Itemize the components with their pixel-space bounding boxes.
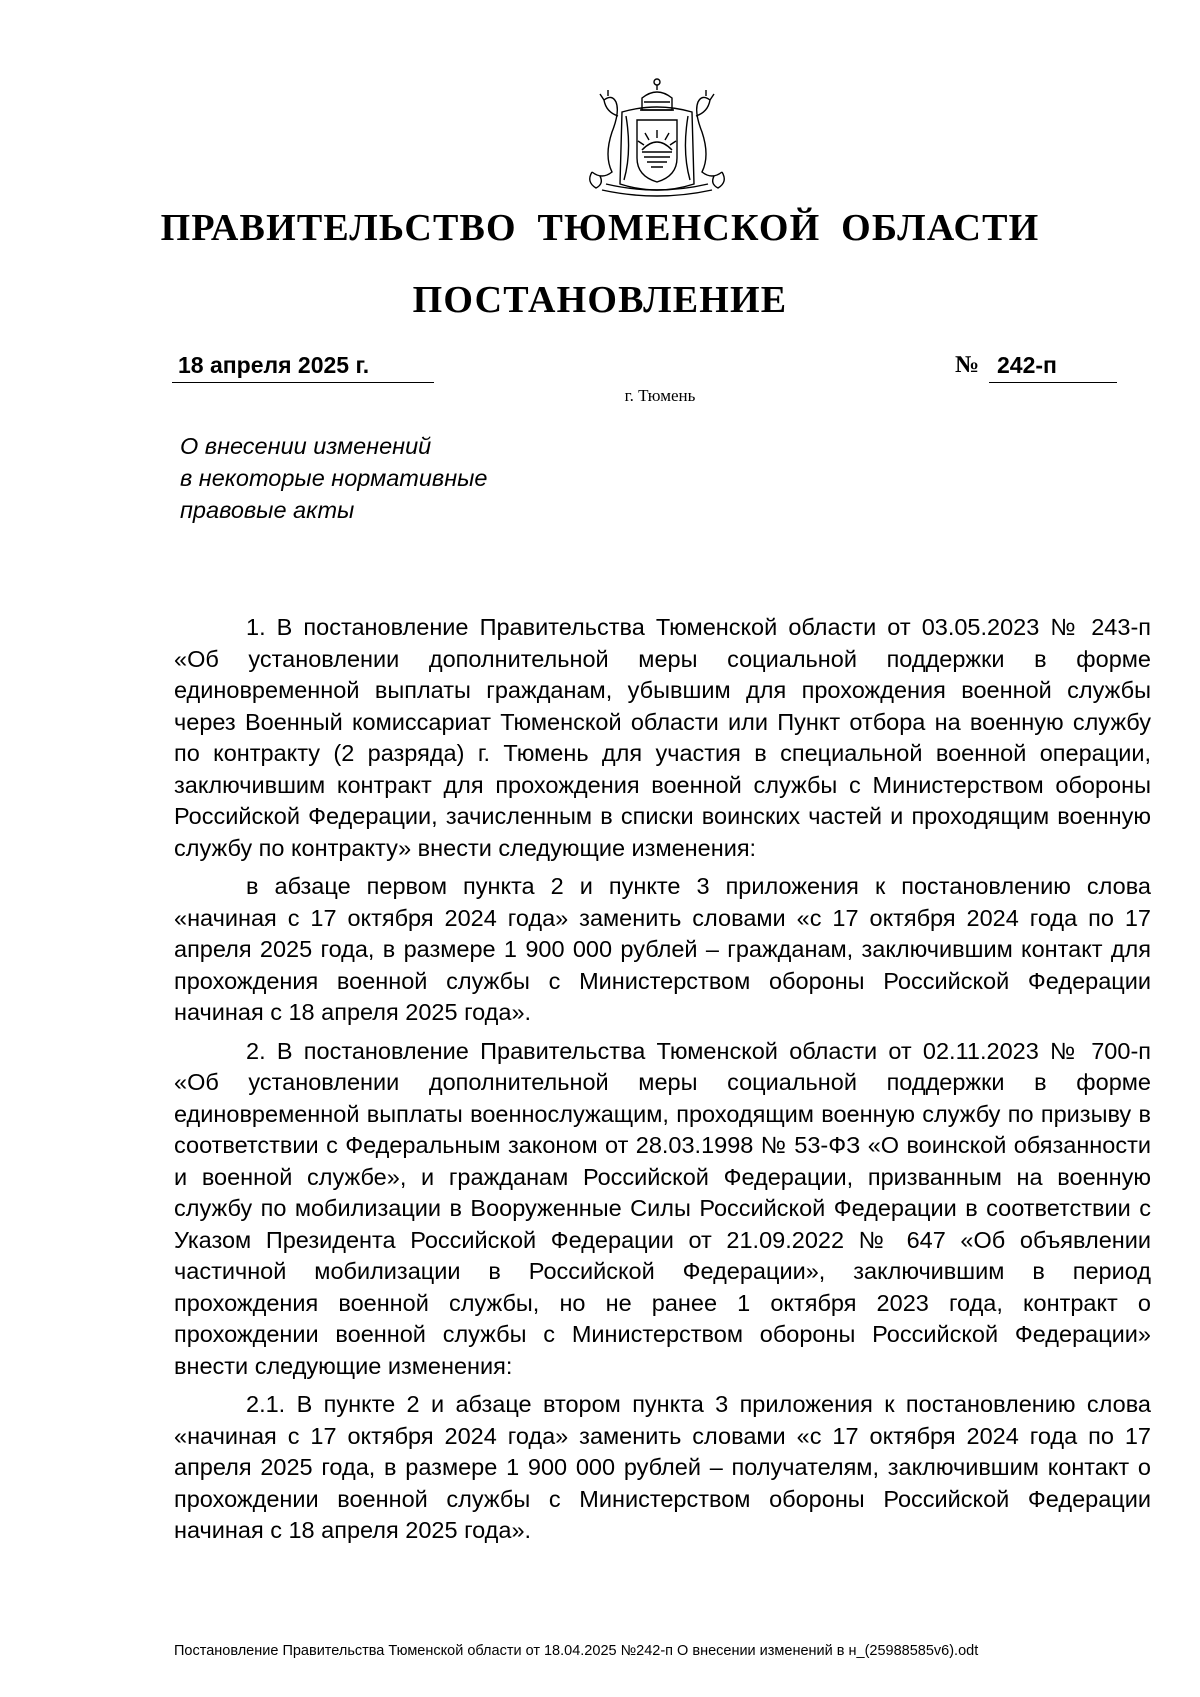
subject-line: О внесении изменений — [180, 433, 432, 459]
document-number: 242-п — [997, 352, 1057, 378]
date-field — [172, 352, 434, 383]
organization-title: ПРАВИТЕЛЬСТВО ТЮМЕНСКОЙ ОБЛАСТИ — [160, 207, 1040, 249]
body-paragraph: 2. В постановление Правительства Тюменской области от 02.11.2023 № 700-п «Об установлении дополнительной меры социальной поддержки в форме единовременной выплаты военнослужащим, проходящим военную службу по призыву в соответствии с Федеральным законом от 28.03.1998 № 53-ФЗ «О воинской обязанности и военной службе», и гражданам Российской Федерации, призванным на военную службу по мобилизации в Вооруженные Силы Российской Федерации в соответствии с Указом Президента Российской Федерации от 21.09.2022 № 647 «Об объявлении частичной мобилизации в Российской Федерации», заключившим в период прохождения военной службы, но не ранее 1 октября 2023 года, контракт о прохождении военной службы с Министерством обороны Российской Федерации» внести следующие изменения: — [174, 1037, 1151, 1379]
page-footer: Постановление Правительства Тюменской области от 18.04.2025 №242-п О внесении изменений в н_(25988585v6).odt — [174, 1643, 979, 1659]
number-sign: № — [955, 352, 980, 378]
number-underline — [989, 352, 1117, 383]
body-paragraph: 2.1. В пункте 2 и абзаце втором пункта 3 приложения к постановлению слова «начиная с 17 октября 2024 года» заменить словами «с 17 октября 2024 года по 17 апреля 2025 года, в размере 1 900 000 рублей – получателям, заключившим контакт о прохождении военной службы с Министерством обороны Российской Федерации начиная с 18 апреля 2025 года». — [174, 1391, 1151, 1543]
document-type: ПОСТАНОВЛЕНИЕ — [412, 279, 788, 321]
subject-line: в некоторые нормативные — [180, 465, 488, 491]
city-label: г. Тюмень — [624, 386, 696, 405]
document-body — [174, 612, 1151, 1554]
document-date: 18 апреля 2025 г. — [178, 352, 370, 378]
coat-of-arms-icon — [582, 72, 732, 202]
body-paragraph: в абзаце первом пункта 2 и пункте 3 приложения к постановлению слова «начиная с 17 октября 2024 года» заменить словами «с 17 октября 2024 года по 17 апреля 2025 года, в размере 1 900 000 рублей – гражданам, заключившим контакт для прохождения военной службы с Министерством обороны Российской Федерации начиная с 18 апреля 2025 года». — [174, 873, 1151, 1025]
subject-line: правовые акты — [180, 497, 355, 523]
document-subject — [180, 430, 600, 526]
body-paragraph: 1. В постановление Правительства Тюменской области от 03.05.2023 № 243-п «Об установлении дополнительной меры социальной поддержки в форме единовременной выплаты гражданам, убывшим для прохождения военной службы через Военный комиссариат Тюменской области или Пункт отбора на военную службу по контракту (2 разряда) г. Тюмень для участия в специальной военной операции, заключившим контракт для прохождения военной службы с Министерством обороны Российской Федерации, зачисленным в списки воинских частей и проходящим военную службу по контракту» внести следующие изменения: — [174, 614, 1151, 861]
